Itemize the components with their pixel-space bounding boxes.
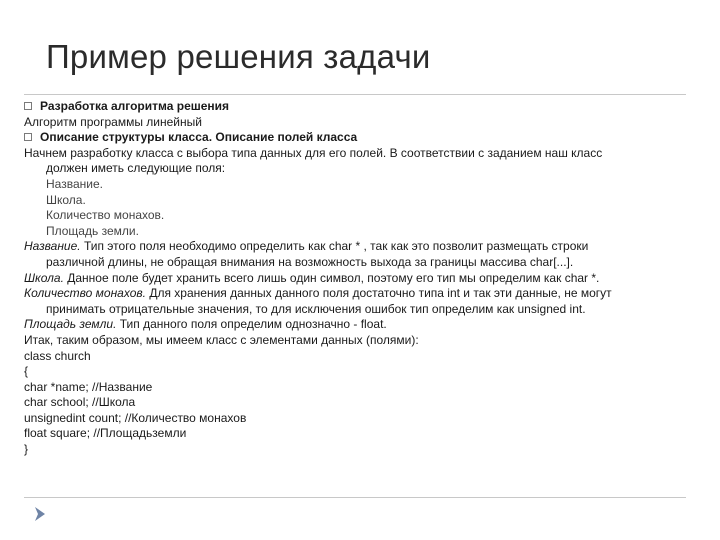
paragraph-count-1 [24, 286, 684, 302]
paragraph-area-text: Тип данного поля определим однозначно - float. [116, 317, 387, 332]
algorithm-text: Алгоритм программы линейный [24, 114, 202, 129]
intro-line-2: должен иметь следующие поля: [46, 161, 226, 176]
corner-arrow-icon [33, 506, 47, 522]
term-school: Школа. [24, 270, 64, 285]
paragraph-name-1 [24, 239, 684, 255]
field-item-area: Площадь земли. [46, 223, 139, 238]
term-name: Название. [24, 239, 81, 254]
code-line: unsignedint count; //Количество монахов [24, 410, 247, 425]
code-line: float square; //Площадьземли [24, 426, 187, 441]
code-line: } [24, 442, 29, 457]
paragraph-count-text-1: Для хранения данных данного поля достаточно типа int и так эти данные, не могут [146, 286, 612, 301]
intro-line-1: Начнем разработку класса с выбора типа данных для его полей. В соответствии с заданием наш класс [24, 145, 603, 160]
slide-title: Пример решения задачи [46, 38, 431, 75]
field-item-name: Название. [46, 176, 103, 191]
title-divider [24, 94, 686, 95]
paragraph-name-text-1: Тип этого поля необходимо определить как char * , так как это позволит размещать строки [80, 239, 589, 254]
summary-text: Итак, таким образом, мы имеем класс с элементами данных (полями): [24, 332, 419, 347]
slide-content [24, 99, 684, 458]
heading-algorithm-text: Разработка алгоритма решения [40, 99, 230, 113]
heading-algorithm [24, 99, 684, 115]
code-line: { [24, 364, 29, 379]
paragraph-school-text: Данное поле будет хранить всего лишь один символ, поэтому его тип мы определим как char *. [63, 270, 600, 285]
paragraph-area [24, 317, 684, 333]
square-bullet-icon [24, 133, 32, 141]
paragraph-school [24, 271, 684, 287]
field-item-count: Количество монахов. [46, 208, 165, 223]
term-area: Площадь земли. [24, 317, 117, 332]
term-count: Количество монахов. [24, 286, 146, 301]
code-line: char school; //Школа [24, 395, 136, 410]
code-line: char *name; //Название [24, 379, 153, 394]
paragraph-name-2: различной длины, не обращая внимания на возможность выхода за границы массива char[...]. [46, 254, 574, 269]
code-line: class church [24, 348, 91, 363]
heading-structure-text: Описание структуры класса. Описание полей класса [40, 130, 358, 145]
square-bullet-icon [24, 102, 32, 110]
footer-divider [24, 497, 686, 498]
heading-structure [24, 130, 684, 146]
paragraph-count-2: принимать отрицательные значения, то для исключения ошибок тип определим как unsigned int. [46, 301, 586, 316]
field-item-school: Школа. [46, 192, 86, 207]
